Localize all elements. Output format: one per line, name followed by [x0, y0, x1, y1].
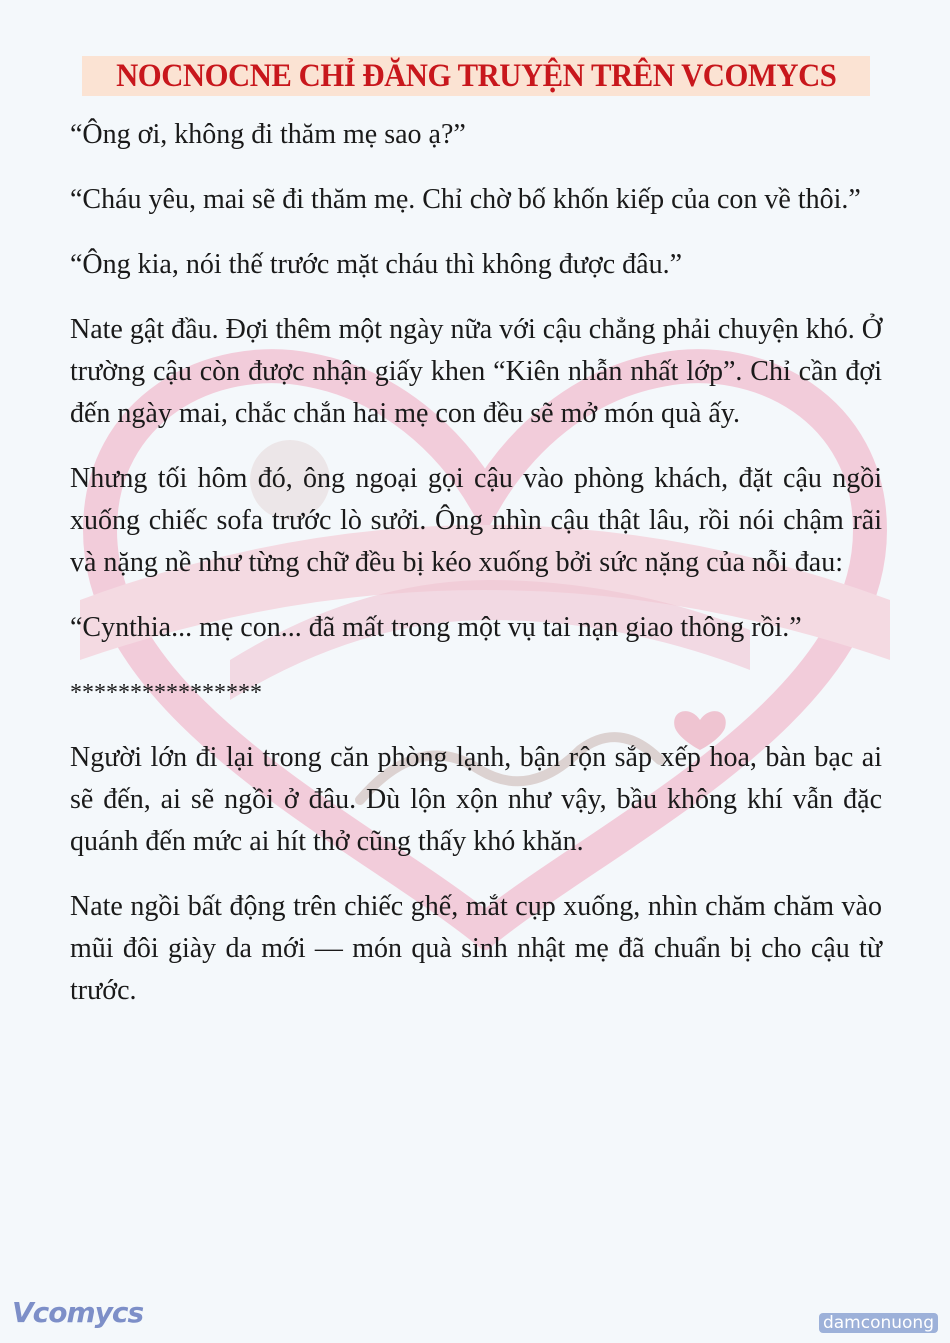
paragraph: “Cháu yêu, mai sẽ đi thăm mẹ. Chỉ chờ bố khốn kiếp của con về thôi.” — [70, 184, 861, 215]
vcomycs-logo: Vcomycs — [12, 1296, 144, 1329]
scene-divider: **************** — [70, 680, 262, 706]
paragraph: “Ông kia, nói thế trước mặt cháu thì không được đâu.” — [70, 249, 683, 280]
paragraph: Nate ngồi bất động trên chiếc ghế, mắt cụp xuống, nhìn chăm chăm vào mũi đôi giày da mới — món quà sinh nhật mẹ đã chuẩn bị cho cậu từ trước. — [70, 891, 882, 1006]
paragraph: Nate gật đầu. Đợi thêm một ngày nữa với cậu chẳng phải chuyện khó. Ở trường cậu còn được nhận giấy khen “Kiên nhẫn nhất lớp”. Chỉ cần đợi đến ngày mai, chắc chắn hai mẹ con đều sẽ mở món quà ấy. — [70, 314, 882, 429]
title-banner — [82, 56, 870, 96]
story-text — [70, 114, 882, 1035]
paragraph: Người lớn đi lại trong căn phòng lạnh, bận rộn sắp xếp hoa, bàn bạc ai sẽ đến, ai sẽ ngồi ở đâu. Dù lộn xộn như vậy, bầu không khí vẫn đặc quánh đến mức ai hít thở cũng thấy khó khăn. — [70, 742, 882, 857]
page-title: NOCNOCNE CHỈ ĐĂNG TRUYỆN TRÊN VCOMYCS — [115, 58, 837, 94]
uploader-tag: damconuong — [819, 1313, 938, 1333]
paragraph: Nhưng tối hôm đó, ông ngoại gọi cậu vào phòng khách, đặt cậu ngồi xuống chiếc sofa trước lò sưởi. Ông nhìn cậu thật lâu, rồi nói chậm rãi và nặng nề như từng chữ đều bị kéo xuống bởi sức nặng của nỗi đau: — [70, 463, 882, 578]
paragraph: “Cynthia... mẹ con... đã mất trong một vụ tai nạn giao thông rồi.” — [70, 612, 802, 643]
paragraph: “Ông ơi, không đi thăm mẹ sao ạ?” — [70, 119, 466, 150]
